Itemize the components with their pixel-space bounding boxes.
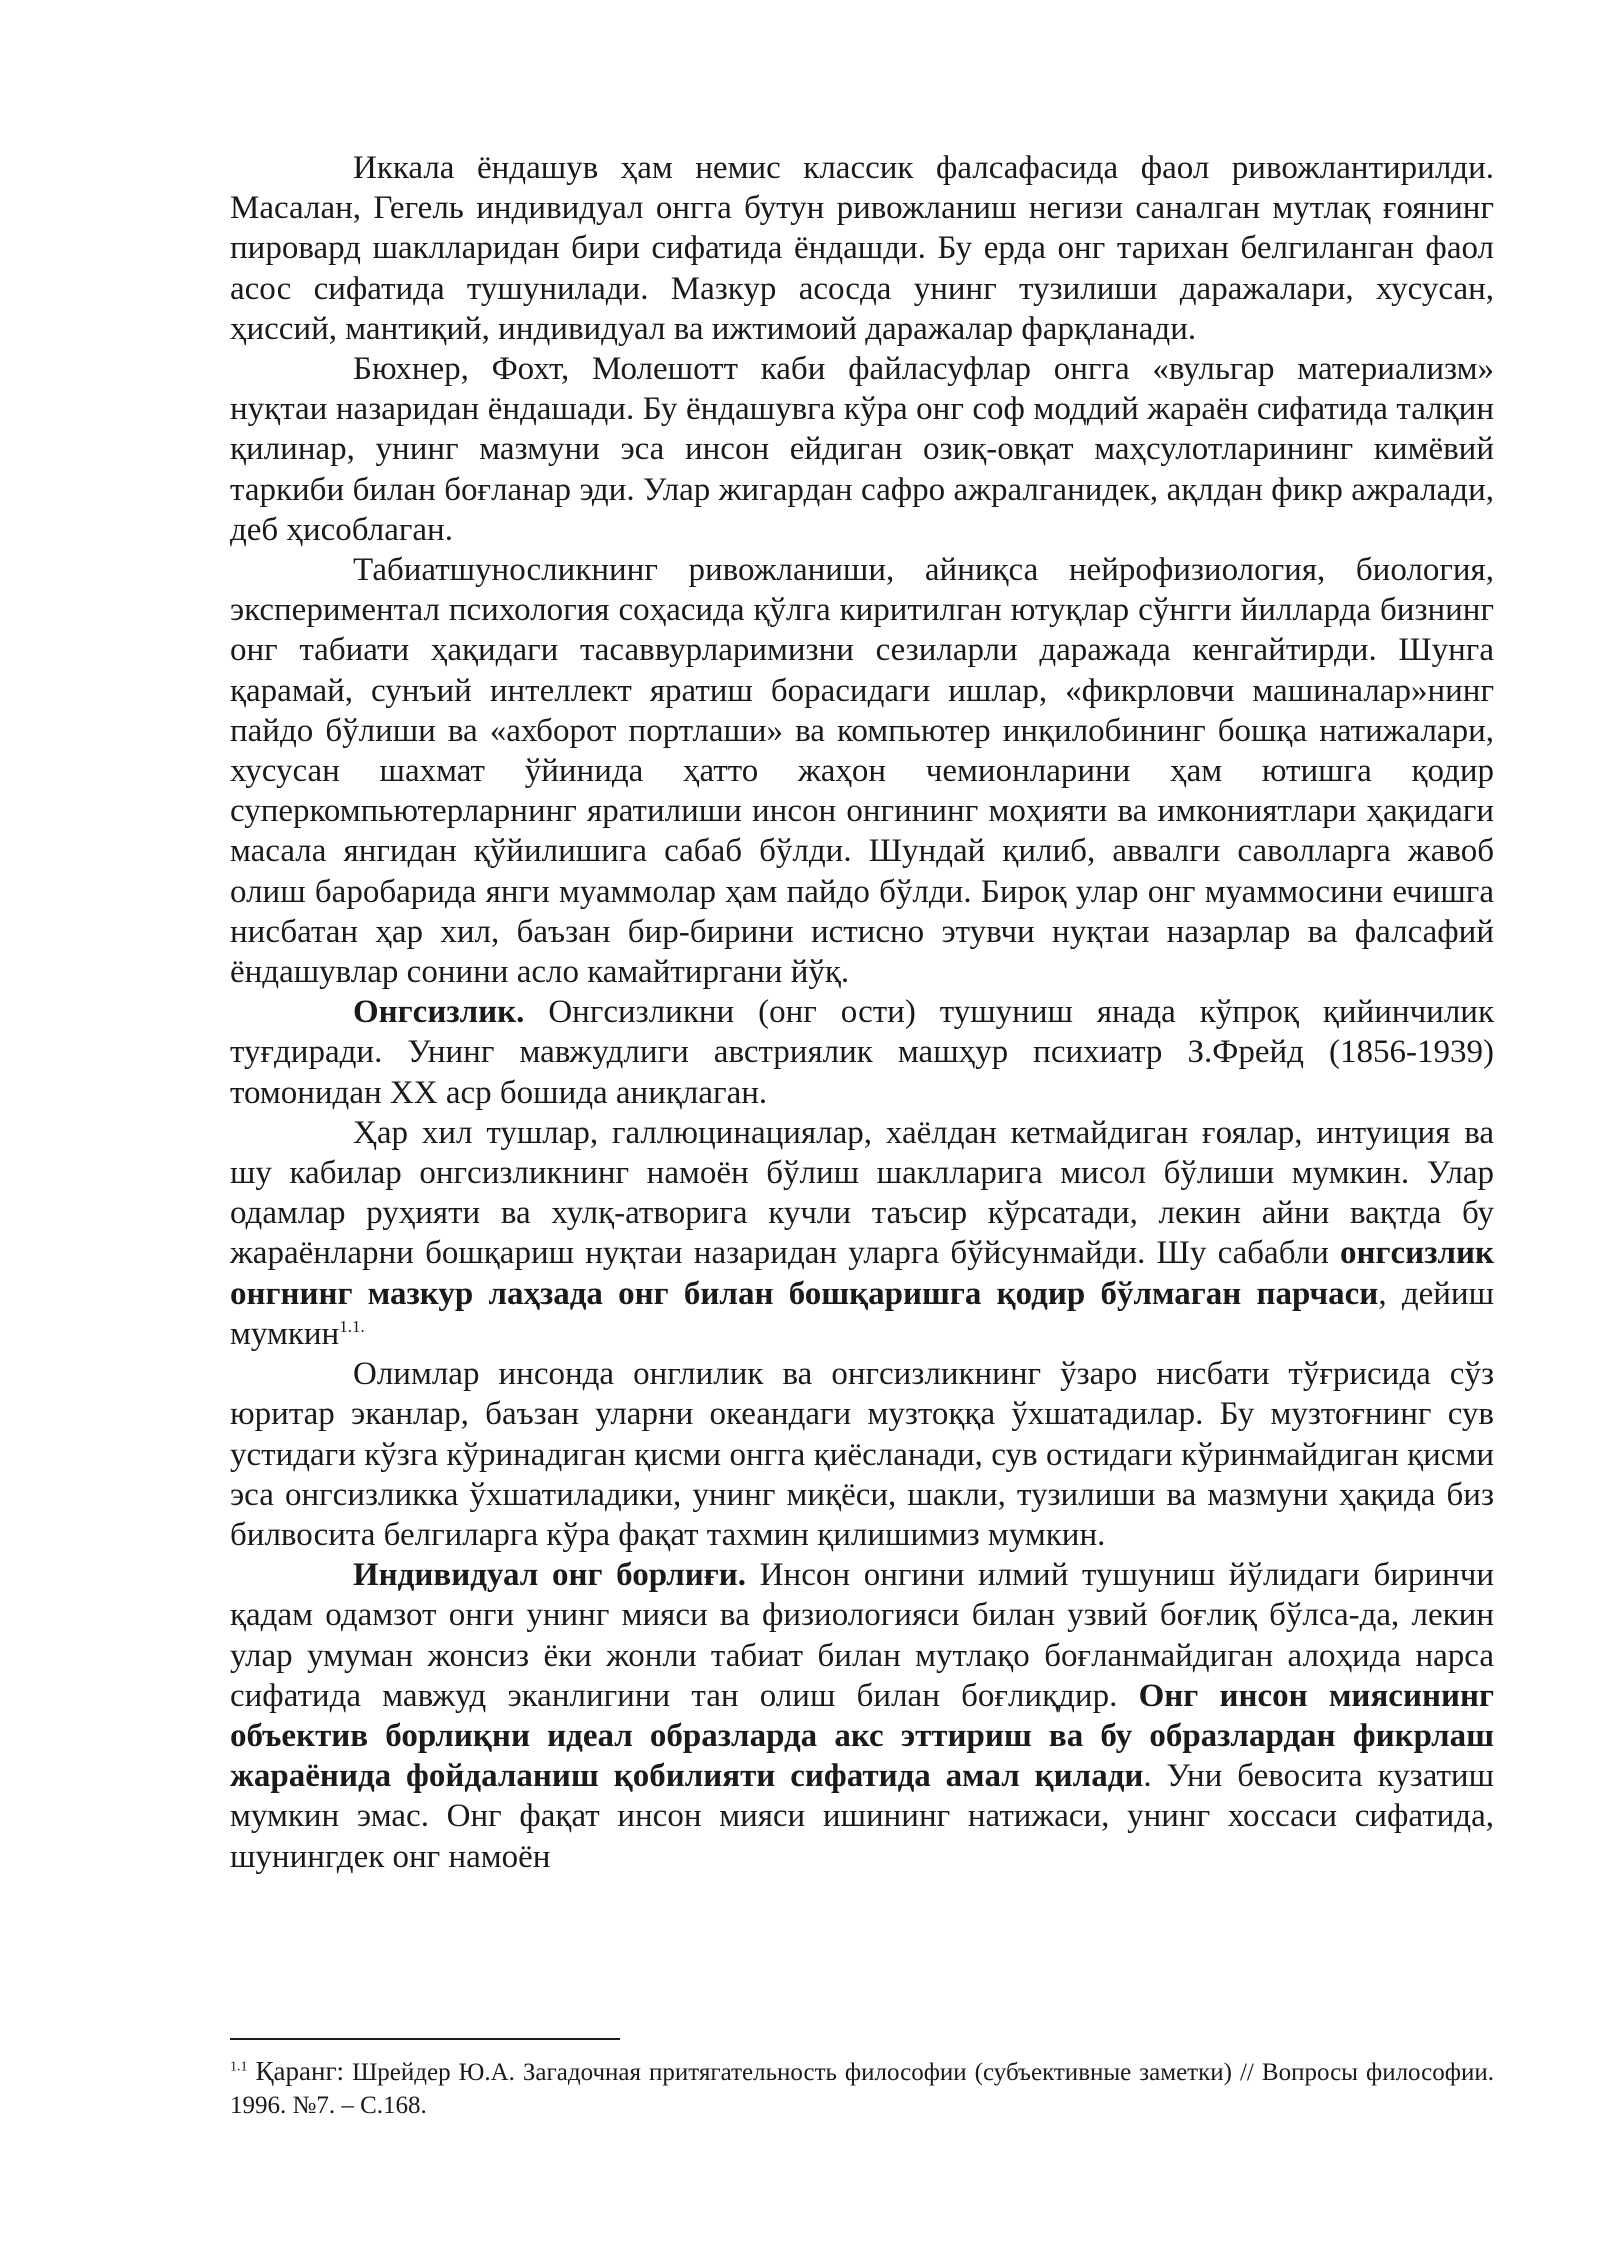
- footnote-marker: 1.1: [230, 2059, 248, 2075]
- footnote-lead: Қаранг:: [255, 2056, 345, 2086]
- paragraph-5: [230, 1113, 1494, 1354]
- paragraph-2: Бюхнер, Фохт, Молешотт каби файласуфлар онгга «вульгар материализм» нуқтаи назаридан ёндашади. Бу ёндашувга кўра онг соф моддий жараён сифатида талқин қилинар, унинг мазмуни эса инсон ейдиган озиқ-овқат маҳсулотларининг кимёвий таркиби билан боғланар эди. Улар жигардан сафро ажралганидек, ақлдан фикр ажралади, деб ҳисоблаган.: [230, 351, 1494, 548]
- footnote: [230, 2055, 1494, 2122]
- footnote-text: Шрейдер Ю.А. Загадочная притягательность философии (субъективные заметки) // Вопросы философии. 1996. №7. – С.168.: [230, 2059, 1494, 2119]
- paragraph-5-tail: , дейиш мумкин: [230, 1275, 1494, 1352]
- section-heading-individual-consciousness: Индивидуал онг борлиғи.: [353, 1557, 747, 1594]
- footnote-separator: [230, 2038, 620, 2040]
- paragraph-3: Табиатшуносликнинг ривожланиши, айниқса нейрофизиология, биология, экспериментал психология соҳасида қўлга киритилган ютуқлар сўнгги йилларда бизнинг онг табиати ҳақидаги тасаввурларимизни сезиларли даражада кенгайтирди. Шунга қарамай, сунъий интеллект яратиш борасидаги ишлар, «фикрловчи машиналар»нинг пайдо бўлиши ва «ахборот портлаши» ва компьютер инқилобининг бошқа натижалари, хусусан шахмат ўйинида ҳатто жаҳон чемионларини ҳам ютишга қодир суперкомпьютерларнинг яратилиши инсон онгининг моҳияти ва имкониятлари ҳақидаги масала янгидан қўйилишига сабаб бўлди. Шундай қилиб, аввалги саволларга жавоб олиш баробарида янги муаммолар ҳам пайдо бўлди. Бироқ улар онг муаммосини ечишга нисбатан ҳар хил, баъзан бир-бирини истисно этувчи нуқтаи назарлар ва фалсафий ёндашувлар сонини асло камайтиргани йўқ.: [230, 552, 1494, 991]
- paragraph-5-bold-definition: онгсизлик онгнинг мазкур лаҳзада онг билан бошқаришга қодир бўлмаган парчаси: [230, 1235, 1494, 1312]
- paragraph-4-text: Онгсизликни (онг ости) тушуниш янада кўпроқ қийинчилик туғдиради. Унинг мавжудлиги австриялик машҳур психиатр З.Фрейд (1856-1939) томонидан XX аср бошида аниқлаган.: [230, 994, 1494, 1111]
- paragraph-6: Олимлар инсонда онглилик ва онгсизликнинг ўзаро нисбати тўғрисида сўз юритар эканлар, баъзан уларни океандаги музтоққа ўхшатадилар. Бу музтоғнинг сув устидаги кўзга кўринадиган қисми онгга қиёсланади, сув остидаги кўринмайдиган қисми эса онгсизликка ўхшатиладики, унинг миқёси, шакли, тузилиши ва мазмуни ҳақида биз билвосита белгиларга кўра фақат тахмин қилишимиз мумкин.: [230, 1356, 1494, 1553]
- paragraph-4: [230, 992, 1494, 1113]
- section-heading-unconscious: Онгсизлик.: [353, 994, 525, 1031]
- paragraph-7-tail: . Уни бевосита кузатиш мумкин эмас. Онг фақат инсон мияси ишининг натижаси, унинг хоссаси сифатида, шунингдек онг намоён: [230, 1758, 1494, 1875]
- document-body: [230, 148, 1494, 1877]
- paragraph-7: [230, 1555, 1494, 1877]
- paragraph-1: Иккала ёндашув ҳам немис классик фалсафасида фаол ривожлантирилди. Масалан, Гегель индивидуал онгга бутун ривожланиш негизи саналган мутлақ ғоянинг пировард шаклларидан бири сифатида ёндашди. Бу ерда онг тарихан белгиланган фаол асос сифатида тушунилади. Мазкур асосда унинг тузилиши даражалари, хусусан, ҳиссий, мантиқий, индивидуал ва ижтимоий даражалар фарқланади.: [230, 150, 1494, 347]
- paragraph-7-text: Инсон онгини илмий тушуниш йўлидаги биринчи қадам одамзот онги унинг мияси ва физиологияси билан узвий боғлиқ бўлса-да, лекин улар умуман жонсиз ёки жонли табиат билан мутлақо боғланмайдиган алоҳида нарса сифатида мавжуд эканлигини тан олиш билан боғлиқдир.: [230, 1557, 1494, 1714]
- paragraph-5-text: Ҳар хил тушлар, галлюцинациялар, хаёлдан кетмайдиган ғоялар, интуиция ва шу кабилар онгсизликнинг намоён бўлиш шаклларига мисол бўлиши мумкин. Улар одамлар руҳияти ва хулқ-атворига кучли таъсир кўрсатади, лекин айни вақтда бу жараёнларни бошқариш нуқтаи назаридан уларга бўйсунмайди. Шу сабабли: [230, 1114, 1494, 1272]
- footnote-reference[interactable]: 1.1.: [339, 1316, 365, 1336]
- paragraph-7-bold-definition: Онг инсон миясининг объектив борлиқни идеал образларда акс эттириш ва бу образлардан фикрлаш жараёнида фойдаланиш қобилияти сифатида амал қилади: [230, 1677, 1494, 1795]
